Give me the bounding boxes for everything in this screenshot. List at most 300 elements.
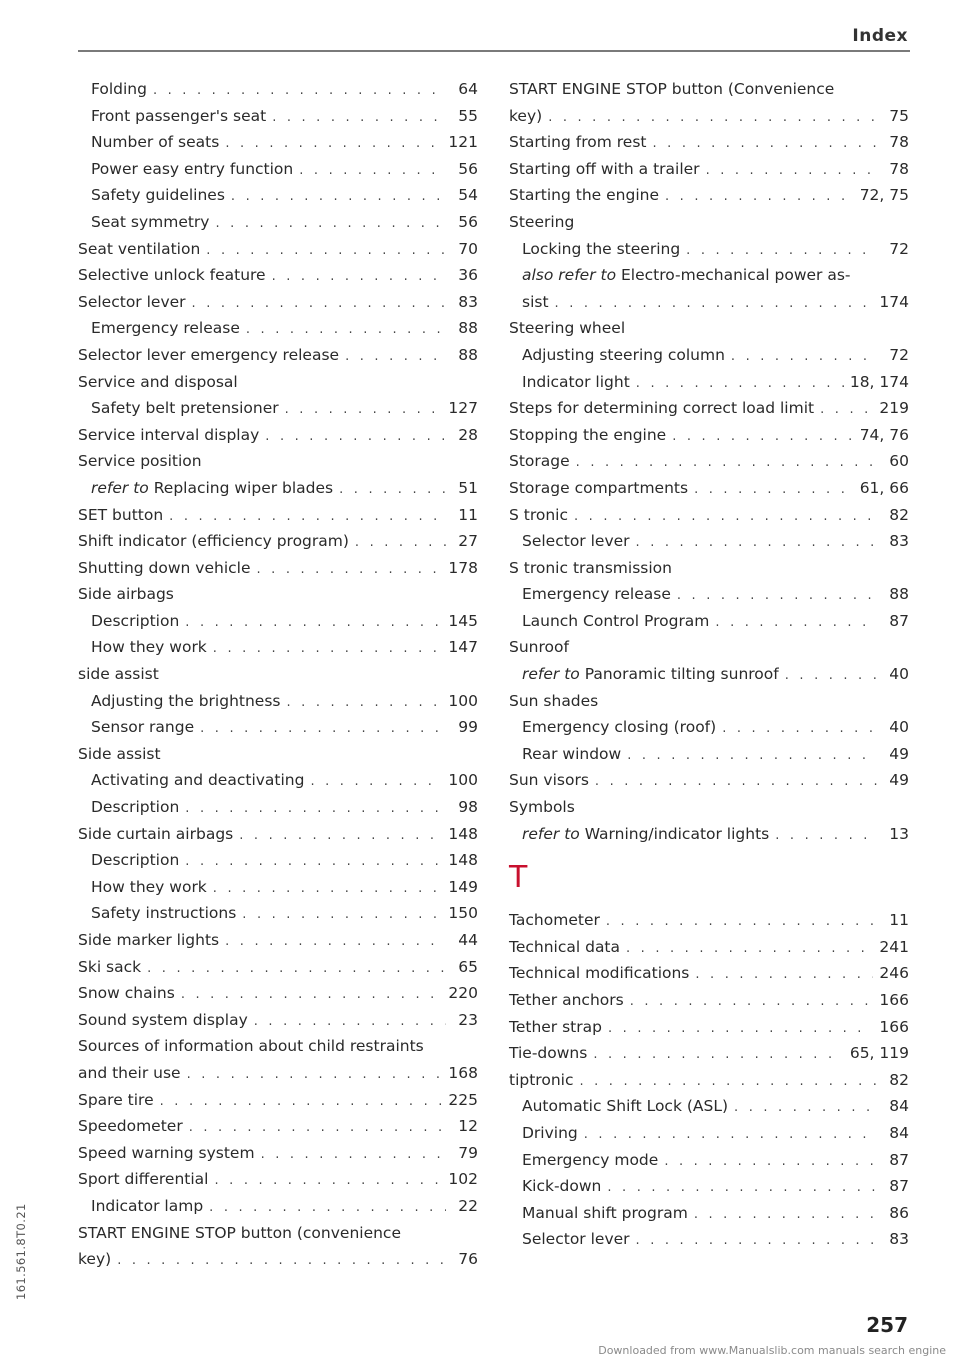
entry-text — [78, 422, 259, 449]
entry-text — [91, 767, 304, 794]
dot-leader — [286, 690, 442, 717]
index-entry — [78, 182, 478, 209]
dot-leader — [215, 211, 446, 238]
index-entry — [509, 1014, 909, 1041]
index-entry — [509, 960, 909, 987]
dot-leader — [213, 636, 443, 663]
dot-leader — [242, 902, 442, 929]
dot-leader — [214, 1168, 442, 1195]
entry-label: How they work — [91, 638, 207, 657]
entry-page: 82 — [889, 505, 909, 524]
entry-page: 22 — [458, 1196, 478, 1215]
entry-page: 72 — [889, 345, 909, 364]
dot-leader — [694, 1202, 877, 1229]
entry-label: Manual shift program — [522, 1203, 688, 1222]
index-entry — [78, 1246, 478, 1273]
dot-leader — [677, 583, 877, 610]
index-entry — [509, 1173, 909, 1200]
entry-label: Selector lever — [78, 292, 186, 311]
entry-label: Replacing wiper blades — [153, 478, 334, 497]
entry-label: Shutting down vehicle — [78, 558, 251, 577]
entry-text — [509, 1040, 587, 1067]
entry-page: 168 — [448, 1063, 478, 1082]
entry-label: Warning/indicator lights — [584, 824, 770, 843]
entry-page: 11 — [458, 505, 478, 524]
index-entry — [78, 634, 478, 661]
entry-page: 55 — [458, 106, 478, 125]
index-entry — [509, 289, 909, 316]
entry-label: Spare tire — [78, 1090, 154, 1109]
entry-text — [522, 1093, 728, 1120]
entry-text — [91, 634, 207, 661]
entry-label: Starting the engine — [509, 186, 659, 205]
entry-page: 12 — [458, 1117, 478, 1136]
dot-leader — [225, 131, 442, 158]
page-header-title: Index — [852, 26, 908, 46]
index-entry — [509, 714, 909, 741]
entry-text — [91, 395, 279, 422]
index-entry — [509, 182, 909, 209]
entry-label: Seat ventilation — [78, 239, 201, 258]
entry-text — [78, 1060, 181, 1087]
entry-text — [509, 76, 834, 103]
page-number: 257 — [866, 1313, 908, 1337]
entry-label: Sensor range — [91, 718, 195, 737]
entry-label: Ski sack — [78, 957, 142, 976]
index-entry — [78, 1193, 478, 1220]
entry-page: 11 — [889, 911, 909, 930]
entry-label: Locking the steering — [522, 239, 681, 258]
entry-label: Technical modifications — [509, 964, 690, 983]
entry-label: Indicator light — [522, 372, 630, 391]
section-letter-t: T — [509, 860, 528, 896]
entry-label: Folding — [91, 80, 147, 98]
entry-page: 78 — [889, 159, 909, 178]
index-heading — [509, 794, 909, 821]
entry-page: 100 — [448, 771, 478, 790]
dot-leader — [627, 743, 877, 770]
index-entry — [78, 156, 478, 183]
dot-leader — [117, 1248, 446, 1275]
entry-text — [78, 1166, 208, 1193]
entry-page: 56 — [458, 159, 478, 178]
entry-page: 84 — [889, 1123, 909, 1142]
dot-leader — [185, 849, 442, 876]
entry-label: Symbols — [509, 798, 575, 817]
index-group-t — [509, 907, 909, 1253]
index-heading — [78, 581, 478, 608]
index-entry — [78, 847, 478, 874]
dot-leader — [636, 1228, 877, 1255]
entry-crossref: refer to — [91, 478, 149, 497]
entry-label: Service position — [78, 452, 202, 471]
index-entry — [78, 289, 478, 316]
entry-label: Storage — [509, 452, 570, 471]
entry-text — [509, 129, 646, 156]
index-entry — [509, 1040, 909, 1067]
entry-text — [509, 315, 625, 342]
entry-label: S tronic — [509, 505, 569, 524]
index-entry — [78, 129, 478, 156]
entry-page: 70 — [458, 239, 478, 258]
entry-page: 241 — [879, 937, 909, 956]
entry-text — [509, 475, 688, 502]
entry-label: Snow chains — [78, 984, 175, 1003]
entry-label: Shift indicator (efficiency program) — [78, 532, 349, 551]
index-entry — [78, 794, 478, 821]
entry-label: Emergency release — [91, 319, 240, 338]
entry-page: 49 — [889, 771, 909, 790]
dot-leader — [652, 131, 877, 158]
entry-text — [91, 156, 293, 183]
index-entry — [509, 1067, 909, 1094]
entry-text — [78, 741, 161, 768]
entry-text — [509, 1067, 573, 1094]
index-entry — [78, 395, 478, 422]
entry-text — [78, 369, 238, 396]
dot-leader — [310, 769, 442, 796]
index-entry — [509, 987, 909, 1014]
entry-page: 40 — [889, 665, 909, 684]
dot-leader — [246, 317, 446, 344]
entry-text — [509, 1014, 602, 1041]
entry-crossref: refer to — [522, 665, 580, 684]
entry-page: 79 — [458, 1143, 478, 1162]
entry-page: 88 — [889, 585, 909, 604]
dot-leader — [664, 1149, 877, 1176]
entry-label: Tether strap — [509, 1017, 602, 1036]
entry-text — [509, 156, 700, 183]
entry-text — [78, 1246, 111, 1273]
dot-leader — [285, 397, 443, 424]
entry-label: Emergency mode — [522, 1150, 659, 1169]
entry-label: Rear window — [522, 744, 622, 763]
entry-label: Steering — [509, 212, 575, 231]
dot-leader — [160, 1089, 443, 1116]
index-entry — [78, 1007, 478, 1034]
dot-leader — [355, 530, 446, 557]
index-heading — [78, 1220, 478, 1247]
entry-label: Emergency release — [522, 585, 671, 604]
dot-leader — [665, 184, 854, 211]
entry-text — [509, 182, 659, 209]
dot-leader — [548, 105, 877, 132]
dot-leader — [636, 371, 844, 398]
entry-page: 72, 75 — [859, 186, 909, 205]
entry-label: Starting from rest — [509, 133, 647, 152]
index-entry — [78, 315, 478, 342]
entry-text — [91, 129, 219, 156]
index-entry — [78, 1113, 478, 1140]
entry-text — [509, 103, 542, 130]
entry-text — [522, 289, 549, 316]
entry-page: 220 — [448, 984, 478, 1003]
entry-text — [522, 1173, 601, 1200]
index-entry — [78, 874, 478, 901]
dot-leader — [257, 557, 443, 584]
entry-page: 100 — [448, 691, 478, 710]
dot-leader — [731, 344, 877, 371]
entry-text — [78, 342, 339, 369]
entry-label: Steps for determining correct load limit — [509, 399, 815, 418]
index-entry — [78, 1087, 478, 1114]
index-entry — [509, 907, 909, 934]
index-entry — [78, 1060, 478, 1087]
entry-label: Steering wheel — [509, 319, 626, 338]
entry-text — [509, 960, 689, 987]
entry-text — [509, 688, 598, 715]
entry-label: Driving — [522, 1123, 578, 1142]
entry-label: Safety guidelines — [91, 186, 225, 205]
dot-leader — [608, 1016, 873, 1043]
index-heading — [78, 661, 478, 688]
dot-leader — [299, 158, 446, 185]
entry-text — [78, 555, 251, 582]
entry-page: 88 — [458, 345, 478, 364]
index-entry — [509, 103, 909, 130]
index-entry — [78, 714, 478, 741]
dot-leader — [272, 105, 446, 132]
entry-text — [91, 103, 266, 130]
dot-leader — [261, 1142, 446, 1169]
entry-page: 87 — [889, 611, 909, 630]
entry-label: side assist — [78, 665, 159, 684]
entry-label: Adjusting the brightness — [91, 691, 281, 710]
entry-label: Electro-mechanical power as- — [621, 266, 851, 285]
index-entry — [509, 1200, 909, 1227]
entry-page: 121 — [448, 133, 478, 152]
document-code: 161.561.8T0.21 — [14, 1203, 28, 1300]
dot-leader — [722, 716, 877, 743]
entry-text — [522, 661, 779, 688]
entry-label: Automatic Shift Lock (ASL) — [522, 1097, 729, 1116]
dot-leader — [239, 823, 442, 850]
dot-leader — [185, 796, 446, 823]
index-entry — [78, 502, 478, 529]
index-entry — [78, 954, 478, 981]
entry-label: Sources of information about child restraints — [78, 1037, 424, 1056]
entry-page: 87 — [889, 1150, 909, 1169]
index-entry — [78, 236, 478, 263]
dot-leader — [607, 1175, 877, 1202]
dot-leader — [153, 78, 446, 105]
entry-page: 72 — [889, 239, 909, 258]
entry-text — [91, 794, 179, 821]
index-heading — [509, 315, 909, 342]
entry-page: 99 — [458, 718, 478, 737]
index-heading — [509, 555, 909, 582]
index-heading — [509, 209, 909, 236]
dot-leader — [694, 477, 854, 504]
index-entry — [509, 448, 909, 475]
entry-label: tiptronic — [509, 1070, 574, 1089]
entry-text — [78, 661, 159, 688]
entry-label: Emergency closing (roof) — [522, 718, 717, 737]
dot-leader — [734, 1095, 877, 1122]
entry-page: 36 — [458, 266, 478, 285]
entry-text — [78, 1033, 424, 1060]
entry-label: Safety belt pretensioner — [91, 399, 279, 418]
entry-text — [509, 934, 620, 961]
dot-leader — [225, 929, 446, 956]
entry-page: 83 — [889, 1230, 909, 1249]
dot-leader — [169, 504, 446, 531]
entry-page: 56 — [458, 212, 478, 231]
entry-label: Stopping the engine — [509, 425, 667, 444]
dot-leader — [785, 663, 877, 690]
entry-label: Side marker lights — [78, 931, 220, 949]
entry-text — [91, 874, 207, 901]
dot-leader — [187, 1062, 443, 1089]
index-entry — [509, 369, 909, 396]
index-heading — [509, 76, 909, 103]
entry-text — [509, 395, 814, 422]
entry-page: 87 — [889, 1177, 909, 1196]
index-entry — [78, 688, 478, 715]
index-heading — [78, 369, 478, 396]
index-entry — [509, 1147, 909, 1174]
dot-leader — [345, 344, 446, 371]
entry-page: 75 — [889, 106, 909, 125]
entry-page: 78 — [889, 133, 909, 152]
index-entry — [78, 1166, 478, 1193]
entry-text — [91, 76, 147, 103]
entry-page: 54 — [458, 186, 478, 205]
entry-text — [509, 422, 666, 449]
entry-label: Service and disposal — [78, 372, 238, 391]
entry-text — [91, 209, 209, 236]
index-entry — [78, 1140, 478, 1167]
dot-leader — [272, 264, 446, 291]
entry-page: 174 — [879, 292, 909, 311]
dot-leader — [192, 291, 446, 318]
entry-text — [78, 927, 219, 954]
entry-page: 127 — [448, 399, 478, 418]
entry-page: 246 — [879, 964, 909, 983]
index-entry — [509, 475, 909, 502]
entry-text — [522, 1120, 578, 1147]
entry-text — [522, 528, 630, 555]
entry-label: START ENGINE STOP button (convenience — [78, 1223, 401, 1242]
entry-text — [78, 528, 349, 555]
index-entry — [509, 422, 909, 449]
dot-leader — [686, 238, 877, 265]
entry-page: 74, 76 — [859, 425, 909, 444]
entry-text — [78, 1007, 248, 1034]
entry-label: Indicator lamp — [91, 1196, 204, 1215]
dot-leader — [636, 530, 877, 557]
entry-label: Launch Control Program — [522, 611, 710, 630]
entry-label: SET button — [78, 505, 164, 524]
entry-page: 27 — [458, 532, 478, 551]
entry-page: 23 — [458, 1010, 478, 1029]
entry-page: 83 — [458, 292, 478, 311]
entry-text — [509, 794, 575, 821]
entry-text — [78, 1113, 183, 1140]
entry-label: Sun shades — [509, 691, 599, 710]
dot-leader — [254, 1009, 446, 1036]
entry-label: Adjusting steering column — [522, 345, 725, 364]
entry-text — [91, 688, 280, 715]
index-entry — [509, 1226, 909, 1253]
entry-label: Side curtain airbags — [78, 824, 234, 843]
dot-leader — [181, 982, 443, 1009]
index-entry — [509, 156, 909, 183]
entry-label: Safety instructions — [91, 904, 237, 923]
dot-leader — [185, 610, 442, 637]
entry-text — [522, 262, 851, 289]
dot-leader — [213, 876, 443, 903]
entry-label: How they work — [91, 877, 207, 896]
index-heading — [509, 262, 909, 289]
index-entry — [509, 129, 909, 156]
entry-page: 64 — [458, 80, 478, 98]
entry-label: Selector lever — [522, 1230, 630, 1249]
entry-label: key) — [78, 1250, 112, 1269]
index-entry — [509, 581, 909, 608]
dot-leader — [265, 424, 446, 451]
entry-label: Sun visors — [509, 771, 589, 790]
dot-leader — [630, 989, 874, 1016]
entry-text — [78, 448, 202, 475]
entry-text — [91, 608, 179, 635]
index-column-left — [78, 76, 478, 1273]
entry-text — [509, 987, 624, 1014]
entry-page: 84 — [889, 1097, 909, 1116]
index-entry — [509, 502, 909, 529]
entry-page: 60 — [889, 452, 909, 471]
entry-page: 149 — [448, 877, 478, 896]
index-entry — [78, 767, 478, 794]
entry-label: Tie-downs — [509, 1044, 588, 1063]
entry-label: Description — [91, 851, 180, 870]
entry-label: key) — [509, 106, 543, 125]
dot-leader — [231, 184, 446, 211]
index-entry — [509, 608, 909, 635]
entry-label: and their use — [78, 1063, 181, 1082]
entry-text — [522, 342, 725, 369]
entry-label: Description — [91, 798, 180, 817]
index-entry — [78, 555, 478, 582]
entry-label: Description — [91, 611, 180, 630]
entry-label: Side assist — [78, 744, 161, 763]
entry-label: sist — [522, 292, 549, 311]
entry-crossref: also refer to — [522, 266, 617, 285]
dot-leader — [695, 962, 873, 989]
entry-page: 150 — [448, 904, 478, 923]
entry-label: Speed warning system — [78, 1143, 255, 1162]
dot-leader — [775, 823, 877, 850]
index-heading — [509, 688, 909, 715]
entry-text — [91, 475, 333, 502]
entry-text — [78, 1140, 255, 1167]
entry-page: 219 — [879, 399, 909, 418]
entry-text — [509, 448, 570, 475]
dot-leader — [626, 936, 873, 963]
entry-label: Kick-down — [522, 1177, 602, 1196]
header-rule — [78, 50, 910, 52]
dot-leader — [200, 716, 446, 743]
entry-text — [91, 900, 236, 927]
entry-page: 83 — [889, 532, 909, 551]
entry-text — [78, 954, 141, 981]
index-entry — [78, 821, 478, 848]
index-heading — [78, 1033, 478, 1060]
entry-page: 145 — [448, 611, 478, 630]
dot-leader — [574, 504, 877, 531]
index-entry — [509, 236, 909, 263]
entry-text — [78, 1220, 401, 1247]
